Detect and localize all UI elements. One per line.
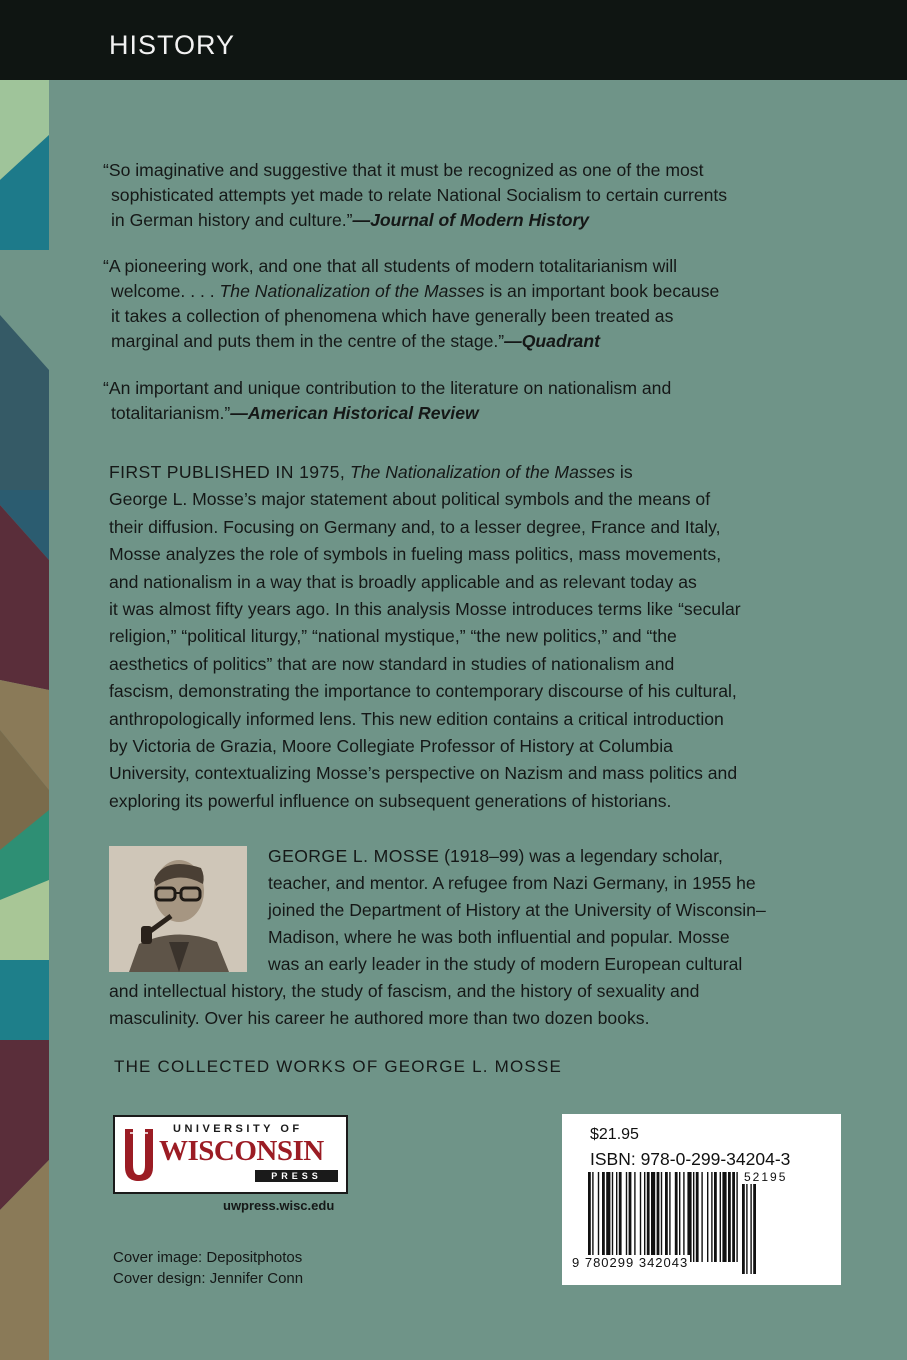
- description-line: aesthetics of politics” that are now standard in studies of nationalism and: [109, 653, 675, 674]
- quote-line: it takes a collection of phenomena which have generally been treated as: [111, 305, 674, 326]
- description-line: and nationalism in a way that is broadly applicable and as relevant today as: [109, 571, 697, 592]
- quote-line: welcome. . . .: [111, 280, 220, 301]
- description-line: it was almost fifty years ago. In this analysis Mosse introduces terms like “secular: [109, 599, 741, 620]
- bio-line: and intellectual history, the study of fascism, and the history of sexuality and: [109, 981, 700, 1001]
- bio-line: was an early leader in the study of modern European cultural: [268, 954, 743, 974]
- uw-crest-icon: [123, 1125, 155, 1183]
- publisher-website: uwpress.wisc.edu: [223, 1198, 335, 1213]
- bio-line: Madison, where he was both influential and popular. Mosse: [268, 927, 730, 947]
- quote-line: marginal and puts them in the centre of the stage.”: [111, 330, 505, 351]
- bio-line: teacher, and mentor. A refugee from Nazi Germany, in 1955 he: [268, 873, 756, 893]
- review-quote-2: [103, 254, 833, 354]
- cover-design-credit: Cover design: Jennifer Conn: [113, 1270, 304, 1287]
- publisher-top: UNIVERSITY OF: [173, 1123, 303, 1135]
- quote-line: “A pioneering work, and one that all students of modern totalitarianism will: [103, 256, 678, 276]
- description-line: religion,” “political liturgy,” “national mystique,” “the new politics,” and “the: [109, 626, 677, 647]
- review-quote-1: [103, 158, 833, 233]
- quote-line: is an important book because: [484, 280, 720, 301]
- description-text: is: [615, 462, 633, 482]
- header-bar: [0, 0, 907, 80]
- description-line: Mosse analyzes the role of symbols in fueling mass politics, mass movements,: [109, 544, 722, 565]
- barcode-block: [562, 1114, 841, 1285]
- publisher-press: PRESS: [255, 1170, 338, 1182]
- description-line: exploring its powerful influence on subsequent generations of historians.: [109, 790, 672, 811]
- barcode-digits: 9 780299 342043: [572, 1255, 689, 1270]
- cover-image-credit: Cover image: Depositphotos: [113, 1249, 303, 1266]
- book-description: [109, 459, 844, 815]
- description-line: George L. Mosse’s major statement about political symbols and the means of: [109, 489, 711, 510]
- isbn: ISBN: 978-0-299-34204-3: [590, 1149, 791, 1169]
- description-line: their diffusion. Focusing on Germany and, to a lesser degree, France and Italy,: [109, 516, 721, 537]
- author-bio: [268, 843, 838, 978]
- quote-line: totalitarianism.”: [111, 402, 231, 423]
- publisher-logo: [113, 1115, 348, 1194]
- author-photo: [109, 846, 247, 972]
- author-bio-continued: [109, 978, 844, 1032]
- book-title: The Nationalization of the Masses: [350, 462, 616, 482]
- description-line: by Victoria de Grazia, Moore Collegiate Professor of History at Columbia: [109, 736, 673, 757]
- decorative-stripe: [0, 80, 49, 1360]
- quote-source: —Journal of Modern History: [352, 209, 590, 230]
- description-line: anthropologically informed lens. This new edition contains a critical introduction: [109, 708, 724, 729]
- book-title: The Nationalization of the Masses: [219, 280, 485, 301]
- category-label: HISTORY: [109, 30, 236, 60]
- quote-line: in German history and culture.”: [111, 209, 353, 230]
- publisher-main: WISCONSIN: [159, 1135, 324, 1167]
- description-line: fascism, demonstrating the importance to contemporary discourse of his cultural,: [109, 681, 737, 702]
- series-title: THE COLLECTED WORKS OF GEORGE L. MOSSE: [114, 1057, 562, 1076]
- review-quote-3: [103, 376, 833, 426]
- bio-line: masculinity. Over his career he authored more than two dozen books.: [109, 1008, 650, 1028]
- quote-line: “So imaginative and suggestive that it must be recognized as one of the most: [103, 160, 704, 180]
- bio-line: joined the Department of History at the University of Wisconsin–: [268, 900, 766, 920]
- description-lead: FIRST PUBLISHED IN 1975,: [109, 462, 346, 482]
- price: $21.95: [590, 1126, 639, 1143]
- description-line: University, contextualizing Mosse’s perspective on Nazism and mass politics and: [109, 763, 738, 784]
- quote-line: sophisticated attempts yet made to relate National Socialism to certain currents: [111, 184, 728, 205]
- quote-source: —Quadrant: [504, 330, 600, 351]
- quote-line: “An important and unique contribution to the literature on nationalism and: [103, 378, 672, 398]
- bio-text: (1918–99) was a legendary scholar,: [439, 846, 723, 866]
- author-name: GEORGE L. MOSSE: [268, 846, 440, 866]
- barcode-addon: 52195: [744, 1170, 788, 1184]
- quote-source: —American Historical Review: [230, 402, 479, 423]
